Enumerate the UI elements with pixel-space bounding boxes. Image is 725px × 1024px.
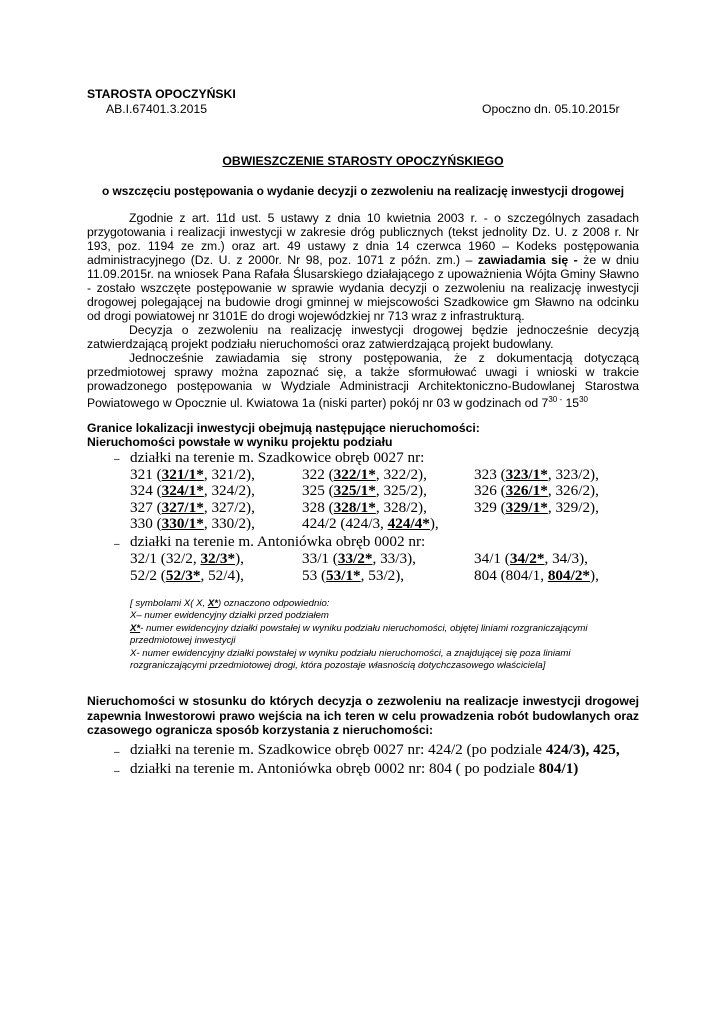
parcel-original: 52/2 ( (130, 566, 166, 584)
parcel-new-number: 322/1* (333, 466, 376, 483)
parcel-entry (302, 567, 404, 585)
parcel-original: 325 ( (302, 482, 334, 500)
parcel-entry (474, 466, 599, 484)
legend-line: X– numer ewidencyjny działki przed podziałem (130, 610, 329, 622)
entry-item-szadkowice (130, 741, 620, 759)
parcel-original: 323 ( (474, 466, 506, 483)
parcel-new-number: 324/1* (161, 482, 204, 500)
parcel-entry (130, 550, 244, 568)
parcel-remainder: , 325/2), (375, 482, 427, 500)
parcel-new-number: 424/4* (387, 514, 430, 532)
parcel-new-number: 321/1* (161, 466, 204, 483)
parcel-original: 329 ( (474, 498, 506, 516)
legend-text: [ symbolami X( X, (130, 598, 208, 609)
parcel-entry (130, 466, 255, 484)
parcel-remainder: , 329/2), (547, 498, 599, 516)
parcel-entry (130, 515, 255, 533)
legend-symbol: X* (207, 598, 218, 609)
parcel-entry (302, 482, 427, 500)
parcel-remainder: , 321/2), (203, 466, 255, 483)
notice-title: OBWIESZCZENIE STAROSTY OPOCZYŃSKIEGO (222, 154, 504, 168)
legend-text: ) oznaczono odpowiednio: (217, 598, 330, 609)
list-dash: – (114, 454, 120, 465)
parcel-remainder: , 330/2), (203, 514, 255, 532)
parcel-original: 326 ( (474, 482, 506, 500)
parcel-entry (130, 567, 244, 585)
parcel-new-number: 326/1* (505, 482, 548, 500)
entry-text: działki na terenie m. Szadkowice obręb 0027 nr: 424/2 (po podziale (130, 741, 546, 758)
parcel-new-number: 329/1* (505, 498, 548, 516)
paragraph-text: że w dniu 11.09.2015r. na wniosek Pana Rafała Ślusarskiego działającego z upoważnienia Wójta Gminy Sławno - zostało wszczęte postępowanie w sprawie wydania decyzji o zezwoleniu na realizację inwestycji drogowej polegającej na budowie drogi gminnej w miejscowości Szadkowice gm Sławno na odcinku od drogi powiatowej nr 3101E do drogi wojewódzkiej nr 713 wraz z infrastrukturą. (87, 253, 639, 323)
parcel-new-number: 53/1* (326, 566, 361, 584)
legend-symbol: X* (130, 622, 141, 634)
parcel-original: 804 (804/1, (474, 566, 548, 584)
entry-bold: 804/1) (538, 760, 579, 777)
parcel-remainder: , 328/2), (375, 498, 427, 516)
parcel-remainder: ), (590, 566, 599, 584)
parcel-original: 321 ( (130, 466, 162, 483)
parcel-original: 327 ( (130, 498, 162, 516)
parcel-new-number: 52/3* (165, 566, 201, 584)
group-label-antoniowka: działki na terenie m. Antoniówka obręb 0002 nr: (130, 533, 426, 550)
parcel-new-number: 804/2* (547, 566, 591, 584)
boundary-heading: Granice lokalizacji inwestycji obejmują następujące nieruchomości: (87, 421, 480, 435)
parcel-new-number: 325/1* (333, 482, 376, 500)
entry-text: działki na terenie m. Antoniówka obręb 0002 nr: 804 ( po podziale (130, 760, 539, 777)
group-label-szadkowice: działki na terenie m. Szadkowice obręb 0027 nr: (130, 449, 425, 466)
parcel-original: 32/1 (32/2, (130, 550, 201, 567)
parcel-remainder: , 324/2), (203, 482, 255, 500)
parcel-original: 34/1 ( (474, 550, 510, 567)
parcel-remainder: , 322/2), (375, 466, 427, 483)
paragraph-decision: Decyzja o zezwoleniu na realizację inwestycji drogowej będzie jednocześnie decyzją zatwierdzającą projekt podziału nieruchomości oraz zatwierdzającą projekt budowlany. (87, 323, 639, 351)
legend-line (130, 598, 642, 610)
parcel-remainder: , 53/2), (360, 566, 405, 584)
list-dash: – (114, 747, 120, 758)
authority-name: STAROSTA OPOCZYŃSKI (87, 87, 236, 101)
entry-bold: 424/3), 425, (545, 741, 620, 758)
legend-line: X- numer ewidencyjny działki powstałej w wyniku podziału nieruchomości, a znajdującej się poza liniami rozgraniczającymi przedmiotowej drogi, która pozostaje własnością dotychczasowego właściciela] (130, 647, 571, 672)
notice-bold-phrase: zawiadamia się - (477, 253, 578, 267)
paragraph-access (87, 351, 639, 410)
parcel-entry (302, 515, 439, 533)
parcel-original: 324 ( (130, 482, 162, 500)
legend-line (130, 623, 642, 648)
paragraph-text: 15 (562, 396, 580, 411)
symbols-legend (130, 598, 642, 672)
parcel-new-number: 32/3* (200, 550, 236, 567)
parcel-new-number: 33/2* (337, 550, 373, 567)
hours-superscript: 30 - (548, 395, 563, 404)
parcel-original: 424/2 (424/3, (302, 514, 388, 532)
parcel-new-number: 323/1* (505, 466, 548, 483)
parcel-entry (474, 550, 588, 568)
parcel-entry (130, 499, 255, 517)
paragraph-legal-basis (87, 211, 639, 323)
parcel-entry (474, 499, 599, 517)
parcel-new-number: 34/2* (509, 550, 545, 567)
parcel-original: 53 ( (302, 566, 327, 584)
paragraph-text: Zgodnie z art. 11d ust. 5 ustawy z dnia 10 kwietnia 2003 r. - o szczególnych zasadach przygotowania i realizacji inwestycji w zakresie dróg publicznych (tekst jednolity Dz. U. z 2008 r. Nr 193, poz. 1194 ze zm.) oraz art. 49 ustawy z dnia 14 czerwca 1960 – Kodeks postępowania administracyjnego (Dz. U. z 2000r. Nr 98, poz. 1071 z późn. zm.) – (87, 211, 639, 267)
parcel-original: 33/1 ( (302, 550, 338, 567)
parcel-original: 328 ( (302, 498, 334, 516)
list-dash: – (114, 539, 120, 550)
parcel-remainder: , 327/2), (203, 498, 255, 516)
place-date: Opoczno dn. 05.10.2015r (482, 102, 620, 116)
parcel-remainder: , 52/4), (200, 566, 244, 584)
parcel-new-number: 330/1* (161, 514, 204, 532)
parcel-original: 330 ( (130, 514, 162, 532)
parcel-entry (302, 550, 416, 568)
list-dash: – (114, 766, 120, 777)
parcel-remainder: ), (235, 550, 244, 567)
parcel-remainder: , 323/2), (547, 466, 599, 483)
parcel-entry (474, 482, 599, 500)
parcel-remainder: , 326/2), (547, 482, 599, 500)
parcel-remainder: , 33/3), (372, 550, 416, 567)
parcel-remainder: , 34/3), (544, 550, 588, 567)
parcel-entry (302, 499, 427, 517)
parcel-remainder: ), (429, 514, 439, 532)
legend-text: - numer ewidencyjny działki powstałej w wyniku podziału nieruchomości, objętej liniami rozgraniczającymi przedmiotowej inwestycji (130, 622, 588, 647)
parcel-original: 322 ( (302, 466, 334, 483)
notice-subtitle: o wszczęciu postępowania o wydanie decyzji o zezwoleniu na realizację inwestycji drogowej (101, 184, 624, 198)
boundary-subheading: Nieruchomości powstałe w wyniku projektu podziału (87, 435, 393, 449)
entry-item-antoniowka (130, 760, 578, 778)
parcel-new-number: 327/1* (161, 498, 204, 516)
parcel-new-number: 328/1* (333, 498, 376, 516)
parcel-entry (302, 466, 427, 484)
hours-superscript: 30 (579, 395, 588, 404)
entry-heading: Nieruchomości w stosunku do których decyzja o zezwoleniu na realizacje inwestycji drogowej zapewnia Inwestorowi prawo wejścia na ich teren w celu prowadzenia robót budowlanych oraz czasowego ogranicza sposób korzystania z nieruchomości: (87, 694, 639, 737)
reference-number: AB.I.67401.3.2015 (106, 102, 207, 116)
parcel-entry (474, 567, 599, 585)
parcel-entry (130, 482, 255, 500)
paragraph-text: Jednocześnie zawiadamia się strony postępowania, że z dokumentacją dotyczącą przedmiotowej sprawy można zapoznać się, a także sformułować uwagi i wnioski w trakcie prowadzonego postępowania w Wydziale Administracji Architektoniczno-Budowlanej Starostwa Powiatowego w Opocznie ul. Kwiatowa 1a (niski parter) pokój nr 03 w godzinach od 7 (87, 351, 639, 411)
